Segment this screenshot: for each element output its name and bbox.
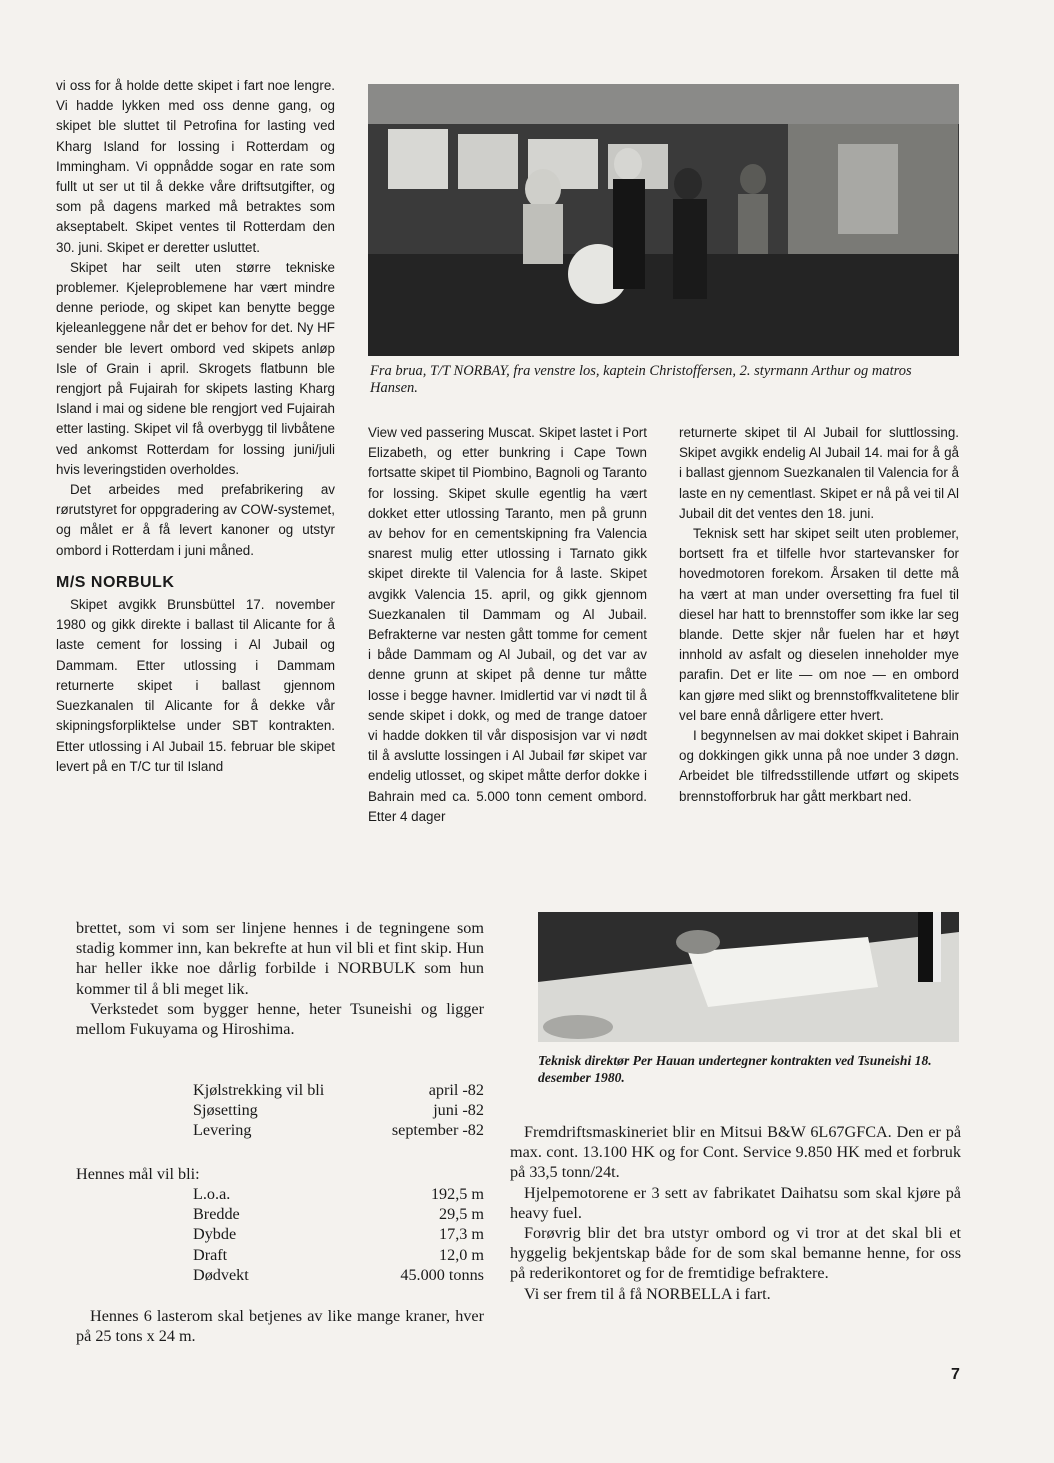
dimension-row (193, 1224, 484, 1244)
col3-paragraph-3: I begynnelsen av mai dokket skipet i Bahrain og dokkingen gikk unna på noe under 3 døgn. Arbeidet ble tilfredsstillende utført og skipets brennstofforbruk har gått merkbart ned. (679, 728, 959, 804)
lower-left-paragraph-1: brettet, som vi som ser linjene hennes i de tegningene som stadig kommer inn, kan bekrefte at hun vil bli et fint skip. Hun har heller ikke noe dårlig forbilde i NORBULK som hun kommer til å bli meget lik. (76, 919, 484, 998)
column-3 (679, 423, 959, 807)
schedule-row (193, 1120, 484, 1140)
schedule-value: april -82 (428, 1081, 484, 1099)
schedule-label: Levering (193, 1121, 252, 1140)
dimension-label: Bredde (193, 1205, 240, 1224)
dimension-row (193, 1265, 484, 1285)
dimension-label: L.o.a. (193, 1185, 231, 1203)
column-2 (368, 423, 647, 827)
lower-right-text (510, 1122, 961, 1304)
section-heading-norbulk: M/S NORBULK (56, 573, 175, 591)
dimension-value: 17,3 m (439, 1225, 484, 1244)
dimension-value: 29,5 m (439, 1205, 484, 1224)
schedule-label: Sjøsetting (193, 1101, 258, 1120)
dimensions-table (193, 1184, 484, 1285)
column-1 (56, 76, 335, 777)
col1-paragraph-1: vi oss for å holde dette skipet i fart noe lengre. Vi hadde lykken med oss denne gang, og skipet ble sluttet til Petrofina for lasting ved Kharg Island for lossing i Rotterdam og Immingham. Vi oppnådde sogar en rate som fullt ut ser ut til å dekke våre driftsutgifter, og som på dagens marked må betraktes som akseptabelt. Skipet ventes til Rotterdam den 30. juni. Skipet er deretter usluttet. (56, 78, 335, 255)
photo2-caption: Teknisk direktør Per Hauan undertegner kontrakten ved Tsuneishi 18. desember 1980. (538, 1053, 932, 1085)
dimension-row (193, 1184, 484, 1204)
schedule-row (193, 1080, 484, 1100)
col2-paragraph-1: View ved passering Muscat. Skipet lastet i Port Elizabeth, og etter bunkring i Cape Town fortsatte skipet til Piombino, Bagnoli og Taranto for lossing. Skipet skulle egentlig ha vært dokket etter utlossing Taranto, men på grunn av behov for en cementskipning fra Valencia snarest mulig etter utlossing i Tarnato gikk skipet direkte til Valencia for å laste. Skipet avgikk Valencia 15. april, og gikk gjennom Suezkanalen til Dammam og Al Jubail. Befrakterne var nesten gått tomme for cement i både Dammam og Al Jubail, og det var av denne grunn at skipet på denne tur måtte losse i begge havner. Imidlertid var vi nødt til å sende skipet i dokk, og med de trange datoer vi hadde dokken til vår disposisjon var vi nødt til å avslutte lossingen i Al Jubail før skipet var endelig utlosset, og skipet måtte derfor dokke i Bahrain med ca. 5.000 tonn cement ombord. Etter 4 dager (368, 425, 647, 824)
schedule-row (193, 1100, 484, 1120)
schedule-value: september -82 (391, 1121, 484, 1140)
dimension-label: Dødvekt (193, 1265, 249, 1284)
col1-paragraph-2: Skipet har seilt uten større tekniske problemer. Kjeleproblemene har vært mindre denne periode, og skipet kan benytte begge kjeleanleggene når det er behov for det. Ny HF sender ble levert ombord ved skipets anløp Isle of Grain i april. Skrogets flatbunn ble rengjort på Fujairah for skipets lasting Kharg Island i mai og sidene ble rengjort ved Fujairah etter lasting. Skipet vil få overbygg til livbåtene ved ankomst Rotterdam for lossing juni/juli hvis leveringstiden overholdes. (56, 259, 335, 477)
lower-left-text (76, 918, 484, 1039)
lower-right-paragraph-4: Vi ser frem til å få NORBELLA i fart. (524, 1284, 771, 1303)
schedule-value: juni -82 (433, 1101, 484, 1120)
dimension-value: 12,0 m (439, 1245, 484, 1264)
page-number: 7 (951, 1366, 960, 1383)
lower-right-paragraph-1: Fremdriftsmaskineriet blir en Mitsui B&W 6L67GFCA. Den er på max. cont. 13.100 HK og for Cont. Service 9.850 HK med et forbruk på 33,5 tonn/24t. (510, 1123, 961, 1182)
lower-left-closing (76, 1306, 484, 1346)
col3-paragraph-1: returnerte skipet til Al Jubail for sluttlossing. Skipet avgikk endelig Al Jubail 14. mai for å gå i ballast gjennom Suezkanalen til Valencia for å laste en ny cementlast. Skipet er nå på vei til Al Jubail dit det ventes den 18. juni. (679, 425, 959, 521)
col1-paragraph-4: Skipet avgikk Brunsbüttel 17. november 1980 og gikk direkte i ballast til Alicante for å laste cement for lossing i Al Jubail og Dammam. Etter utlossing i Dammam returnerte skipet i ballast gjennom Suezkanalen til Alicante for å dekke vår skipningsforpliktelse under SBT kontrakten. Etter utlossing i Al Jubail 15. februar ble skipet levert på en T/C tur til Island (56, 597, 335, 774)
lower-left-paragraph-3: Hennes 6 lasterom skal betjenes av like mange kraner, hver på 25 tons x 24 m. (76, 1307, 484, 1346)
dimension-row (193, 1204, 484, 1224)
dimension-row (193, 1245, 484, 1265)
contract-signing-photo (538, 912, 959, 1042)
dimension-value: 45.000 tonns (400, 1265, 484, 1284)
lower-left-paragraph-2: Verkstedet som bygger henne, heter Tsuneishi og ligger mellom Fukuyama og Hiroshima. (76, 999, 484, 1039)
photo1-caption: Fra brua, T/T NORBAY, fra venstre los, kaptein Christoffersen, 2. styrmann Arthur og matros Hansen. (370, 363, 912, 396)
schedule-label: Kjølstrekking vil bli (193, 1081, 325, 1099)
col3-paragraph-2: Teknisk sett har skipet seilt uten problemer, bortsett fra et tilfelle hvor startevansker for hovedmotoren forekom. Årsaken til dette må ha vært at man under oversetting fra fuel til diesel har hatt to brennstoffer som ikke lar seg blande. Dette skjer når fuelen har et høyt innhold av asfalt og dieselen inneholder mye parafin. Det er lite — om noe — en ombord kan gjøre med slikt og brennstoffkvalitetene blir vel bare ennå dårligere etter hvert. (679, 526, 959, 723)
ship-bridge-photo-icon (368, 84, 959, 356)
contract-signing-photo-icon (538, 912, 959, 1042)
dimension-label: Dybde (193, 1225, 237, 1244)
schedule-table (193, 1080, 484, 1141)
dimension-value: 192,5 m (430, 1185, 484, 1203)
ship-bridge-photo (368, 84, 959, 356)
lower-right-paragraph-2: Hjelpemotorene er 3 sett av fabrikatet Daihatsu som skal kjøre på heavy fuel. (510, 1183, 961, 1222)
lower-right-paragraph-3: Forøvrig blir det bra utstyr ombord og vi tror at det skal bli et hyggelig bekjentskap både for de som skal bemanne henne, for oss på rederikontoret og for de fremtidige befraktere. (510, 1224, 961, 1283)
dimension-label: Draft (193, 1245, 228, 1264)
col1-paragraph-3: Det arbeides med prefabrikering av rørutstyret for oppgradering av COW-systemet, og målet er å få levert kanoner og utstyr ombord i Rotterdam i juni måned. (56, 482, 335, 558)
dimensions-intro: Hennes mål vil bli: (76, 1165, 200, 1183)
